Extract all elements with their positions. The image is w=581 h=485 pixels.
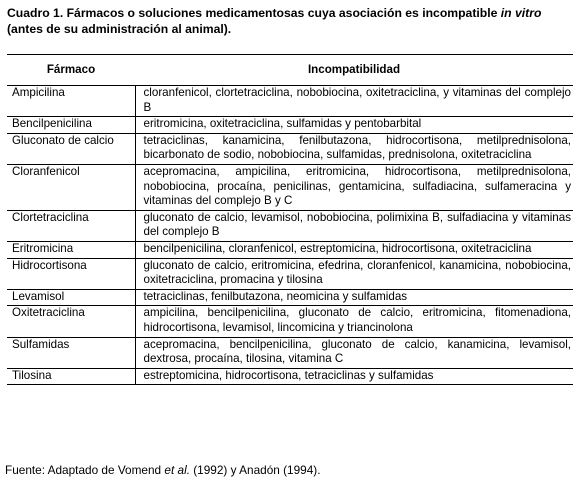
source-text: Fuente: Adaptado de Vomend — [5, 463, 165, 477]
source-note — [5, 463, 575, 478]
incompatibility-cell: estreptomicina, hidrocortisona, tetraciclinas y sulfamidas — [135, 368, 573, 385]
table-caption — [7, 5, 573, 37]
drug-name-cell: Ampicilina — [7, 86, 135, 117]
column-header-drug: Fármaco — [7, 55, 135, 86]
caption-text-end: (antes de su administración al animal). — [7, 22, 232, 36]
table-row — [7, 164, 573, 210]
table-row — [7, 289, 573, 306]
incompatibility-cell: ampicilina, bencilpenicilina, gluconato de calcio, eritromicina, fitomenadiona, hidrocortisona, levamisol, lincomicina y triancinolona — [135, 306, 573, 337]
source-text-end: (1992) y Anadón (1994). — [189, 463, 321, 477]
table-header-row — [7, 55, 573, 86]
incompatibility-cell: eritromicina, oxitetraciclina, sulfamidas y pentobarbital — [135, 117, 573, 134]
drug-name-cell: Bencilpenicilina — [7, 117, 135, 134]
incompatibility-cell: tetraciclinas, kanamicina, fenilbutazona, hidrocortisona, metilprednisolona, bicarbonato de sodio, nobobiocina, sulfamidas, prednisolona, oxitetraciclina — [135, 133, 573, 164]
table-row — [7, 337, 573, 368]
incompatibility-cell: tetraciclinas, fenilbutazona, neomicina y sulfamidas — [135, 289, 573, 306]
drug-name-cell: Sulfamidas — [7, 337, 135, 368]
source-italic: et al. — [164, 463, 190, 477]
table-row — [7, 86, 573, 117]
drug-name-cell: Tilosina — [7, 368, 135, 385]
drug-name-cell: Gluconato de calcio — [7, 133, 135, 164]
table-row — [7, 368, 573, 385]
incompatibility-cell: gluconato de calcio, eritromicina, efedrina, cloranfenicol, kanamicina, nobobiocina, oxitetraciclina, promacina y tilosina — [135, 258, 573, 289]
table-row — [7, 241, 573, 258]
incompatibility-table — [7, 54, 573, 385]
table-row — [7, 258, 573, 289]
incompatibility-cell: gluconato de calcio, levamisol, nobobiocina, polimixina B, sulfadiacina y vitaminas del complejo B — [135, 210, 573, 241]
drug-name-cell: Hidrocortisona — [7, 258, 135, 289]
column-header-incompatibility: Incompatibilidad — [135, 55, 573, 86]
incompatibility-cell: acepromacina, bencilpenicilina, gluconato de calcio, kanamicina, levamisol, dextrosa, procaína, tilosina, vitamina C — [135, 337, 573, 368]
incompatibility-cell: bencilpenicilina, cloranfenicol, estreptomicina, hidrocortisona, oxitetraciclina — [135, 241, 573, 258]
caption-text: Cuadro 1. Fármacos o soluciones medicamentosas cuya asociación es incompatible — [7, 6, 501, 20]
table-row — [7, 117, 573, 134]
caption-italic-term: in vitro — [500, 6, 542, 20]
drug-name-cell: Cloranfenicol — [7, 164, 135, 210]
table-row — [7, 133, 573, 164]
drug-name-cell: Clortetraciclina — [7, 210, 135, 241]
incompatibility-cell: cloranfenicol, clortetraciclina, nobobiocina, oxitetraciclina, y vitaminas del complejo B — [135, 86, 573, 117]
drug-name-cell: Levamisol — [7, 289, 135, 306]
drug-name-cell: Oxitetraciclina — [7, 306, 135, 337]
incompatibility-cell: acepromacina, ampicilina, eritromicina, hidrocortisona, metilprednisolona, nobobiocina, procaína, penicilinas, gentamicina, sulfadiacina, sulfameracina y vitaminas del complejo B y C — [135, 164, 573, 210]
drug-name-cell: Eritromicina — [7, 241, 135, 258]
table-row — [7, 306, 573, 337]
table-row — [7, 210, 573, 241]
